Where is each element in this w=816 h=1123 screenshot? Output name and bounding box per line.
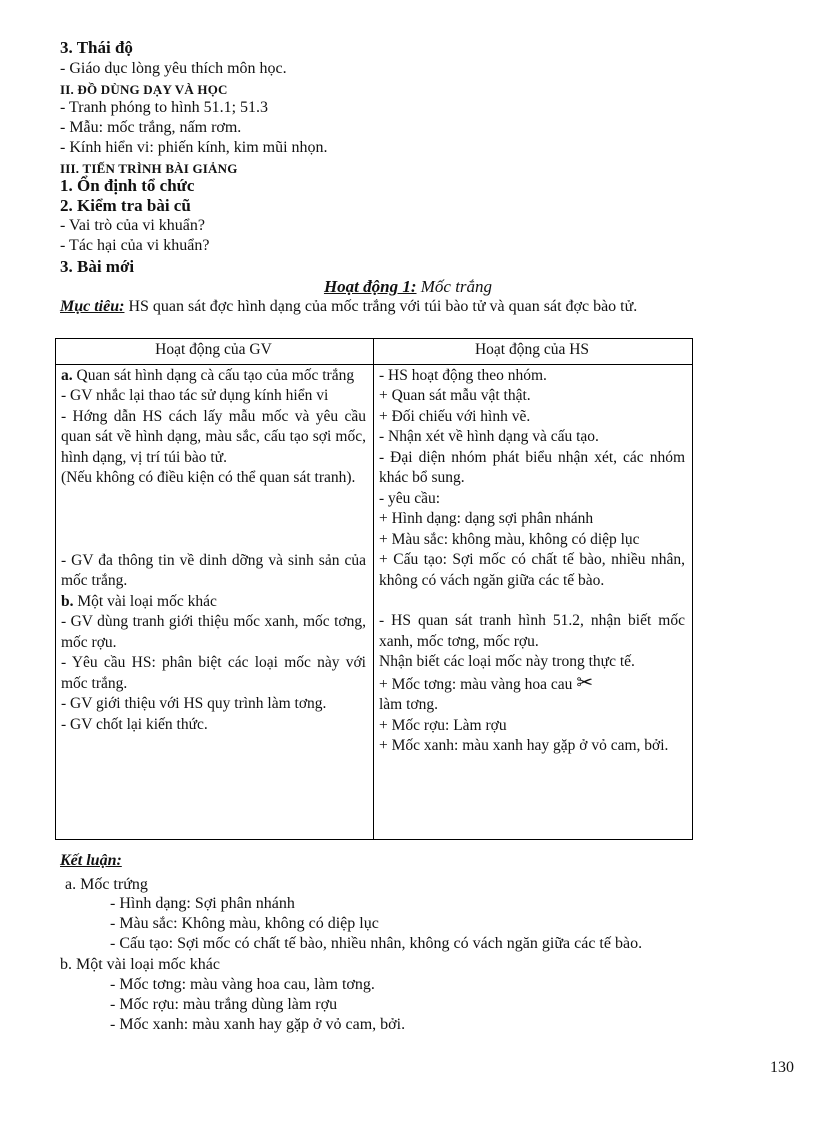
spacer [379, 591, 685, 611]
conclusion-line: a. Mốc trứng [65, 876, 148, 893]
list-item: - GV giới thiệu với HS quy trình làm tơng. [61, 695, 327, 712]
list-item: + Hình dạng: dạng sợi phân nhánh [379, 510, 594, 527]
list-item: làm tơng. [379, 696, 438, 713]
text-line: - Kính hiển vi: phiến kính, kim mũi nhọn. [60, 139, 328, 156]
conclusion-line: - Mốc xanh: màu xanh hay gặp ở vỏ cam, bởi. [110, 1016, 406, 1033]
text-line: - Mẫu: mốc trắng, nấm rơm. [60, 119, 242, 136]
table-row [56, 364, 693, 839]
column-header-teacher: Hoạt động của GV [56, 339, 374, 365]
subheading: 3. Bài mới [60, 257, 135, 276]
text-line: - Tác hại của vi khuẩn? [60, 237, 210, 254]
section-heading-materials: II. ĐỒ DÙNG DẠY VÀ HỌC [60, 82, 228, 97]
list-item: - Đại diện nhóm phát biểu nhận xét, các nhóm khác bổ sung. [379, 448, 685, 486]
spacer [61, 489, 366, 551]
item-text: Một vài loại mốc khác [73, 592, 217, 610]
item-marker: a. [61, 366, 73, 384]
item-text: Quan sát hình dạng cà cấu tạo của mốc trắng [72, 366, 355, 384]
subheading: 2. Kiểm tra bài cũ [60, 196, 191, 215]
objective-text: HS quan sát đợc hình dạng của mốc trắng với túi bào tử và quan sát đợc bào tử. [124, 298, 638, 315]
list-item [379, 673, 685, 696]
list-item: (Nếu không có điều kiện có thể quan sát tranh). [61, 469, 356, 486]
objective-line [60, 298, 637, 316]
conclusion-line: - Mốc rợu: màu trắng dùng làm rợu [110, 996, 338, 1013]
list-item: + Đối chiếu với hình vẽ. [379, 407, 531, 425]
list-item: + Mốc xanh: màu xanh hay gặp ở vỏ cam, bởi. [379, 737, 669, 754]
list-item: + Mốc rợu: Làm rợu [379, 716, 507, 734]
column-header-student: Hoạt động của HS [374, 339, 693, 365]
list-item: Nhận biết các loại mốc này trong thực tế. [379, 653, 635, 670]
text-line: - Vai trò của vi khuẩn? [60, 217, 205, 234]
list-item: - GV dùng tranh giới thiệu mốc xanh, mốc tơng, mốc rợu. [61, 613, 366, 651]
text-line: - Giáo dục lòng yêu thích môn học. [60, 60, 287, 77]
list-item: - HS hoạt động theo nhóm. [379, 366, 547, 384]
conclusion-line: b. Một vài loại mốc khác [60, 956, 220, 973]
list-item: + Màu sắc: không màu, không có diệp lục [379, 530, 640, 548]
text-line: - Tranh phóng to hình 51.1; 51.3 [60, 99, 269, 116]
conclusion-label: Kết luận: [60, 852, 122, 869]
list-item: - Hớng dẫn HS cách lấy mẫu mốc và yêu cầu quan sát về hình dạng, màu sắc, cấu tạo sợi mốc, hình dạng, vị trí túi bào tử. [61, 407, 366, 466]
list-item: - Nhận xét về hình dạng và cấu tạo. [379, 428, 599, 445]
list-item [61, 592, 366, 613]
student-activities-cell [374, 364, 693, 839]
teacher-activities-cell [56, 364, 374, 839]
list-item: - Yêu cầu HS: phân biệt các loại mốc này với mốc trắng. [61, 654, 366, 692]
objective-label: Mục tiêu: [60, 298, 125, 315]
item-text: + Mốc tơng: màu vàng hoa cau [379, 675, 573, 693]
activity-title [0, 277, 816, 297]
section-heading-attitude: 3. Thái độ [60, 38, 133, 57]
activity-label: Hoạt động 1: [323, 277, 417, 296]
conclusion-line: - Mốc tơng: màu vàng hoa cau, làm tơng. [110, 976, 375, 993]
activity-table [55, 338, 693, 840]
list-item: - GV đa thông tin về dinh dỡng và sinh sản của mốc trắng. [61, 551, 366, 589]
conclusion-line: - Cấu tạo: Sợi mốc có chất tế bào, nhiều nhân, không có vách ngăn giữa các tế bào. [110, 935, 643, 952]
list-item: + Cấu tạo: Sợi mốc có chất tế bào, nhiều nhân, không có vách ngăn giữa các tế bào. [379, 551, 685, 589]
conclusion-line: - Màu sắc: Không màu, không có diệp lục [110, 915, 379, 932]
scissors-icon: ✂ [576, 671, 594, 694]
subheading: 1. Ổn định tổ chức [60, 176, 195, 195]
list-item [61, 366, 366, 387]
list-item: + Quan sát mẫu vật thật. [379, 387, 531, 404]
list-item: - HS quan sát tranh hình 51.2, nhận biết mốc xanh, mốc tơng, mốc rợu. [379, 612, 685, 650]
list-item: - yêu cầu: [379, 489, 441, 507]
table-header-row [56, 339, 693, 365]
conclusion-line: - Hình dạng: Sợi phân nhánh [110, 895, 295, 912]
list-item: - GV chốt lại kiến thức. [61, 715, 208, 733]
section-heading-process: III. TIẾN TRÌNH BÀI GIẢNG [60, 161, 238, 176]
activity-name: Mốc trắng [416, 277, 493, 296]
item-marker: b. [61, 592, 74, 610]
page-number: 130 [770, 1059, 794, 1076]
list-item: - GV nhắc lại thao tác sử dụng kính hiển vi [61, 387, 329, 404]
